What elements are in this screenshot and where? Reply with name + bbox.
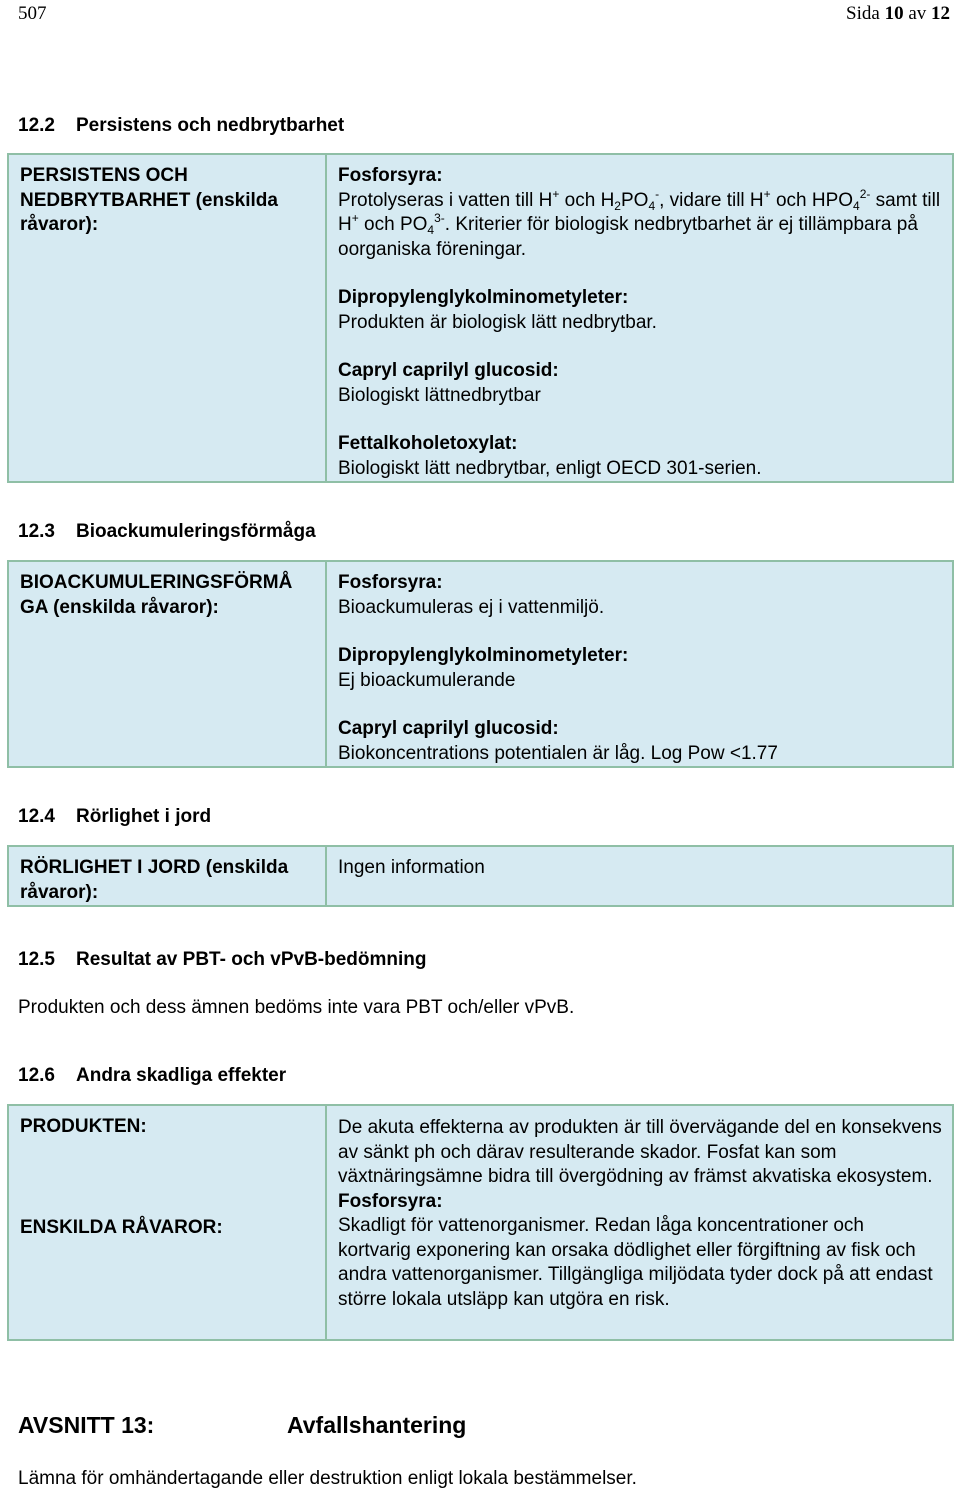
other-effects-label-cell [8,1105,326,1340]
section-13-title: Avfallshantering [287,1412,467,1438]
bioaccumulation-table [7,560,954,768]
bioaccumulation-value-cell [326,561,953,767]
section-13-label: AVSNITT 13: [18,1412,155,1438]
section-12-3-heading: 12.3 Bioackumuleringsförmåga [18,521,316,542]
entry-capryl-caprilyl-glucosid: Capryl caprilyl glucosid: Biokoncentrations potentialen är låg. Log Pow <1.77 [338,718,778,764]
entry-capryl-caprilyl-glucosid: Capryl caprilyl glucosid: Biologiskt lättnedbrytbar [338,360,559,406]
section-12-2-heading: 12.2 Persistens och nedbrytbarhet [18,115,345,136]
raw-fosforsyra-key: Fosforsyra: [338,1190,443,1212]
section-12-6-heading: 12.6 Andra skadliga effekter [18,1065,287,1086]
entry-fosforsyra: Fosforsyra: Bioackumuleras ej i vattenmiljö. [338,572,605,618]
document-number: 507 [18,3,47,24]
label-enskilda-ravaror: ENSKILDA RÅVAROR: [20,1216,223,1238]
soil-mobility-value-cell: Ingen information [326,846,953,906]
pbt-assessment-text: Produkten och dess ämnen bedöms inte vara PBT och/eller vPvB. [18,997,575,1018]
soil-mobility-label-cell: RÖRLIGHET I JORD (enskilda råvaror): [8,846,326,906]
section-12-5-heading: 12.5 Resultat av PBT- och vPvB-bedömning [18,949,427,970]
persistence-table [7,153,954,483]
page-header [0,0,960,30]
raw-fosforsyra-text: Skadligt för vattenorganismer. Redan låga koncentrationer och kortvarig exponering kan orsaka dödlighet eller förgiftning av fisk och andra vattenorganismer. Tillgängliga miljödata tyder dock på att endast större lokala utsläpp kan utgöra en risk. [338,1215,933,1310]
entry-fettalkoholetoxylat: Fettalkoholetoxylat: Biologiskt lätt nedbrytbar, enligt OECD 301-serien. [338,433,762,479]
label-produkten: PRODUKTEN: [20,1116,147,1137]
section-12-4-heading: 12.4 Rörlighet i jord [18,806,212,827]
page-indicator: Sida 10 av 12 [846,3,950,24]
bioaccumulation-label-cell: BIOACKUMULERINGSFÖRMÅ GA (enskilda råvaror): [8,561,326,767]
entry-fosforsyra: Fosforsyra: Protolyseras i vatten till H+ och $H_2PO_4^-$, vidare till H+ och $HPO_4^{2-}$ samt till H+ och $PO_4^{3-}$. Kriterier för biologisk nedbrytbarhet är ej tillämpbara på oorganiska föreningar. [338,164,942,262]
entry-dipropylenglykolminometyleter: Dipropylenglykolminometyleter: Produkten är biologisk lätt nedbrytbar. [338,287,657,333]
persistence-label-cell: PERSISTENS OCH NEDBRYTBARHET (enskilda råvaror): [8,154,326,482]
soil-mobility-table [7,845,954,907]
entry-dipropylenglykolminometyleter: Dipropylenglykolminometyleter: Ej bioackumulerande [338,645,629,691]
other-effects-value-cell [326,1105,953,1340]
fosforsyra-text: Protolyseras i vatten till H+ och $H_2PO_4^-$, vidare till H+ och $HPO_4^{2-}$ samt till H+ och $PO_4^{3-}$. Kriterier för biologisk nedbrytbarhet är ej tillämpbara på oorganiska föreningar. [338,186,941,260]
persistence-value-cell [326,154,953,482]
product-effects-text: De akuta effekterna av produkten är till övervägande del en konsekvens av sänkt ph och därav resulterande skador. Fosfat kan som växtnäringsämne bidra till övergödning av främst akvatiska ekosystem. [338,1117,942,1187]
disposal-text: Lämna för omhändertagande eller destruktion enligt lokala bestämmelser. [18,1468,637,1489]
other-effects-table [7,1104,954,1341]
